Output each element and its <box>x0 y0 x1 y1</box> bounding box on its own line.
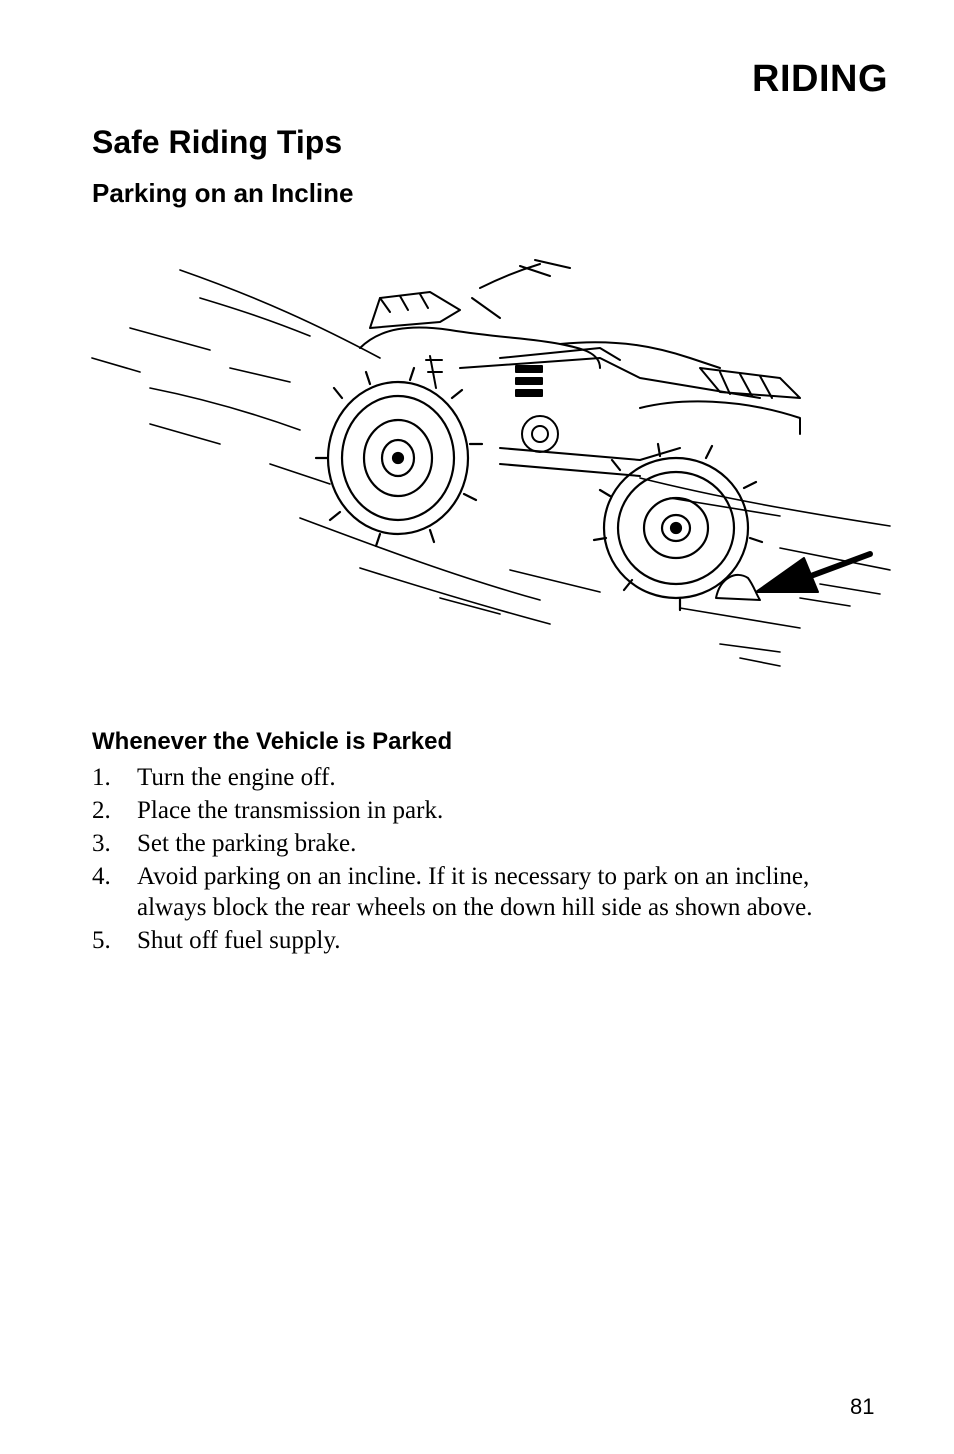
step-text: Shut off fuel supply. <box>137 927 341 954</box>
list-item <box>92 762 852 793</box>
step-text: Avoid parking on an incline. If it is necessary to park on an incline, always block the rear wheels on the down hill side as shown above. <box>137 863 813 921</box>
step-number: 1. <box>92 764 111 791</box>
step-number: 3. <box>92 830 111 857</box>
list-heading: Whenever the Vehicle is Parked <box>92 728 453 755</box>
list-item <box>92 828 852 859</box>
parking-steps-list <box>92 762 852 958</box>
subtitle: Parking on an Incline <box>92 178 354 208</box>
atv-incline-illustration <box>80 248 900 678</box>
list-item <box>92 925 852 956</box>
step-text: Place the transmission in park. <box>137 797 444 824</box>
pointer-arrow <box>756 554 870 592</box>
step-number: 2. <box>92 797 111 824</box>
atv-body <box>360 260 800 476</box>
page-number: 81 <box>850 1394 875 1419</box>
list-item <box>92 861 852 923</box>
list-item <box>92 795 852 826</box>
step-number: 4. <box>92 863 111 890</box>
step-text: Set the parking brake. <box>137 830 357 857</box>
wheel-chock <box>716 575 760 600</box>
section-header: RIDING <box>752 58 888 100</box>
hillside-lines <box>92 270 890 666</box>
step-number: 5. <box>92 927 111 954</box>
page-title: Safe Riding Tips <box>92 124 343 160</box>
front-wheel <box>316 368 482 546</box>
step-text: Turn the engine off. <box>137 764 336 791</box>
